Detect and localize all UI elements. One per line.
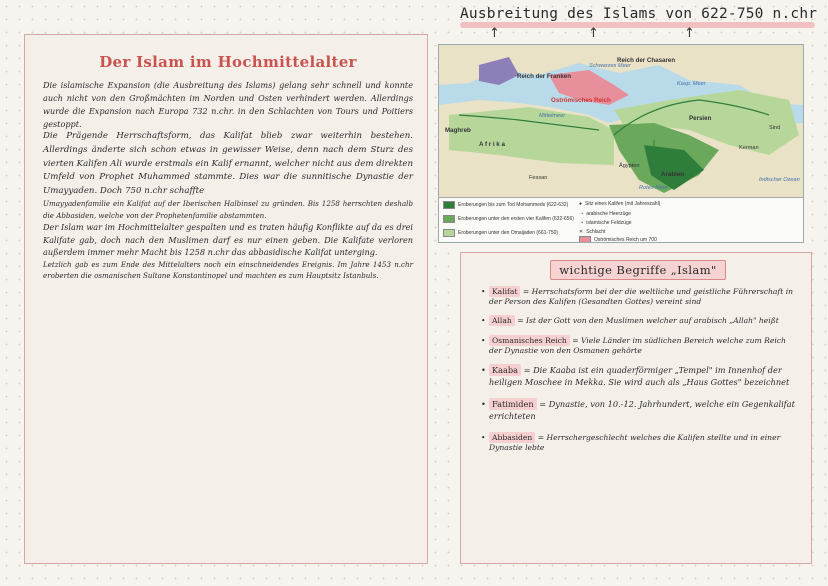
legend-item: ✕ Schlacht	[579, 229, 606, 235]
arrow-up-icon: ↑	[684, 26, 695, 41]
term-definition: = Die Kaaba ist ein quaderförmiger „Tempel" im Innenhof der heiligen Moschee in Mekka. Sie wird auch als „Haus Gottes" bezeichnet	[489, 365, 790, 387]
battle-icon: ✕	[579, 229, 584, 235]
legend-swatch	[443, 215, 455, 223]
term-definition: = Herrschergeschlecht welches die Kalifen stellte und in einer Dynastie lebte	[489, 433, 781, 453]
term-item	[481, 365, 795, 388]
bullet-icon: •	[481, 433, 486, 443]
legend-swatch	[579, 236, 591, 243]
bullet-icon: •	[481, 287, 486, 296]
map-label-kaspisches-meer: Kasp. Meer	[677, 81, 706, 87]
bullet-icon: •	[481, 365, 486, 376]
legend-item: Oströmisches Reich um 700	[579, 236, 657, 243]
bullet-icon: •	[481, 335, 486, 345]
term-definition: = Dynastie, von 10.-12. Jahrhundert, welche ein Gegenkalifat errichteten	[489, 399, 795, 421]
arrow-up-icon: ↑	[588, 26, 599, 41]
term-label: Kalifat	[489, 286, 520, 297]
legend-item: ➝ arabische Heerzüge	[579, 211, 631, 217]
expansion-map	[438, 44, 804, 243]
arrow-icon: ➝	[579, 220, 584, 226]
map-label-arabien: Arabien	[661, 171, 685, 178]
map-label-rotes-meer: Rotes Meer	[639, 185, 668, 191]
left-notes-card	[24, 34, 428, 564]
terms-title: wichtige Begriffe „Islam"	[481, 263, 795, 277]
term-item	[481, 399, 795, 422]
terms-card	[460, 252, 812, 564]
paragraph-konstantinopel: Letzlich gab es zum Ende des Mittelalters noch ein einschneidendes Ereignis. Im Jahre 1453 n.chr eroberten die osmanischen Sultane Konstantinopel und machten es zum Hauptsitz Istanbuls.	[43, 260, 413, 281]
term-label: Abbasiden	[489, 432, 535, 443]
legend-item: Eroberungen unter den Omaijaden (661-750)	[443, 229, 558, 237]
map-label-franken: Reich der Franken	[517, 73, 571, 80]
map-label-sind: Sind	[769, 125, 781, 131]
left-title: Der Islam im Hochmittelalter	[99, 53, 357, 71]
bullet-icon: •	[481, 399, 486, 410]
legend-item: ➝ islamische Feldzüge	[579, 220, 632, 226]
map-heading: Ausbreitung des Islams von 622-750 n.chr	[460, 6, 818, 22]
map-label-kerman: Kerman	[739, 145, 759, 151]
legend-item: Eroberungen bis zum Tod Mohammeds (622-632)	[443, 201, 568, 209]
map-label-ostrom: Oströmisches Reich	[551, 97, 611, 104]
map-legend	[439, 197, 803, 242]
map-label-afrika: A f r i k a	[479, 141, 505, 148]
term-item	[481, 287, 795, 307]
heading-highlight	[460, 22, 815, 28]
term-label: Osmanisches Reich	[489, 335, 570, 346]
paragraph-expansion: Die islamische Expansion (die Ausbreitung des Islams) gelang sehr schnell und konnte auch nicht von den Großmächten im Norden und Osten verhindert werden. Allerdings wurde die Expansion nach Europa 732 n.chr. in den Schlachten von Tours und Poitiers gestoppt.	[43, 80, 413, 129]
term-definition: = Ist der Gott von den Muslimen welcher auf arabisch „Allah" heißt	[517, 316, 779, 326]
map-label-schwarzes-meer: Schwarzes Meer	[589, 63, 631, 69]
legend-item: Eroberungen unter den ersten vier Kalifen (632-656)	[443, 215, 574, 223]
legend-item: ● Sitz eines Kalifen (mit Jahreszahl)	[579, 201, 661, 207]
map-label-fessan: Fessan	[529, 175, 548, 181]
term-label: Fatimiden	[489, 398, 537, 410]
term-item	[481, 336, 795, 356]
paragraph-kalifat: Die Prägende Herrschaftsform, das Kalifat blieb zwar weiterhin bestehen. Allerdings änderte sich schon etwas in gewisser Weise, denn nach dem Sturz des vierten Kalifen Ali wurde erstmals ein Kalif ernannt, welcher nicht aus dem direkten Umfeld von Prophet Muhammed stammte. Dies war die sunnitische Dynastie der Umayyaden. Doch 750 n.chr schaffte	[43, 131, 413, 196]
arrow-up-icon: ↑	[489, 26, 500, 41]
paragraph-umayyaden: Umayyadenfamilie ein Kalifat auf der Iberischen Halbinsel zu gründen. Bis 1258 herrschten deshalb die Abbasiden, welche von der Prophetenfamilie abstammten.	[43, 199, 413, 220]
bullet-icon: •	[481, 316, 486, 326]
map-label-mittelmeer: Mittelmeer	[539, 113, 566, 119]
map-label-chasaren: Reich der Chasaren	[617, 57, 676, 64]
term-item	[481, 316, 795, 326]
term-label: Kaaba	[489, 364, 521, 376]
caliph-seat-icon: ●	[579, 201, 583, 207]
map-label-aegypten: Ägypten	[619, 163, 640, 169]
arrow-icon: ➝	[579, 211, 584, 217]
map-label-persien: Persien	[689, 115, 712, 122]
legend-swatch	[443, 229, 455, 237]
legend-swatch	[443, 201, 455, 209]
term-definition: = Herrschatsform bei der die weltliche und geistliche Führerschaft in der Person des Kalifen (Gesandten Gottes) vereint sind	[489, 287, 794, 307]
term-item	[481, 433, 795, 453]
map-label-maghreb: Maghreb	[445, 127, 471, 134]
term-label: Allah	[489, 315, 515, 326]
term-definition: = Viele Länder im südlichen Bereich welche zum Reich der Dynastie von den Osmanen gehörte	[489, 335, 786, 355]
paragraph-spaltung: Der Islam war im Hochmittelalter gespalten und es traten häufig Konflikte auf da es drei Kalifate gab, doch nach den Muslimen darf es nur einen geben. Die Kalifate verloren außerdem immer mehr Macht bis 1258 n.chr das abbasidische Kalifat unterging.	[43, 221, 413, 258]
map-label-ozean: Indischer Ozean	[759, 177, 800, 183]
